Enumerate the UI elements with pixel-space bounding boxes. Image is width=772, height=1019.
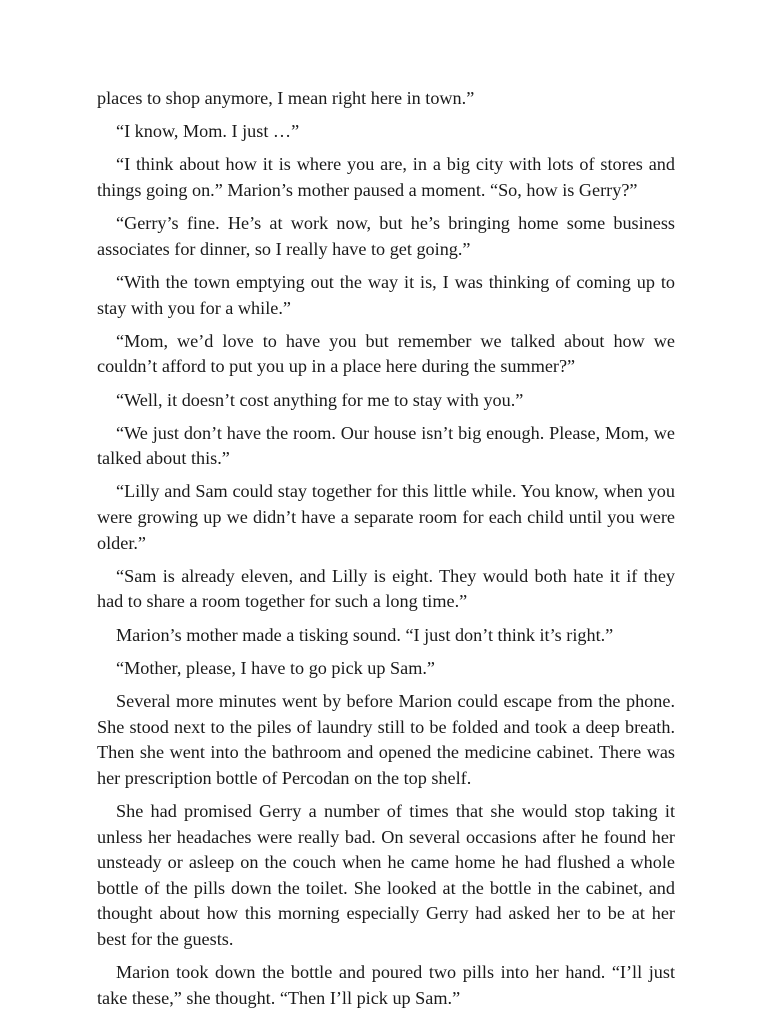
- paragraph: “Well, it doesn’t cost anything for me to stay with you.”: [116, 389, 524, 410]
- paragraph: “I know, Mom. I just …”: [116, 121, 300, 142]
- paragraph: Marion took down the bottle and poured two pills into her hand. “I’ll just take these,” she thought. “Then I’ll pick up Sam.”: [97, 962, 675, 1008]
- book-page-text: [97, 86, 675, 1019]
- paragraph: “We just don’t have the room. Our house isn’t big enough. Please, Mom, we talked about this.”: [97, 422, 675, 469]
- paragraph-continued: places to shop anymore, I mean right here in town.”: [97, 88, 475, 108]
- paragraph: She had promised Gerry a number of times that she would stop taking it unless her headaches were really bad. On several occasions after he found her unsteady or asleep on the couch when he came home he had flushed a whole bottle of the pills down the toilet. She looked at the bottle in the cabinet, and thought about how this morning especially Gerry had asked her to be at her best for the guests.: [97, 800, 675, 949]
- paragraph: Marion’s mother made a tisking sound. “I just don’t think it’s right.”: [116, 624, 614, 645]
- paragraph: “Gerry’s fine. He’s at work now, but he’s bringing home some business associates for dinner, so I really have to get going.”: [97, 213, 675, 259]
- paragraph: “Mom, we’d love to have you but remember we talked about how we couldn’t afford to put you up in a place here during the summer?”: [97, 330, 675, 377]
- paragraph: “Sam is already eleven, and Lilly is eight. They would both hate it if they had to share a room together for such a long time.”: [97, 565, 675, 612]
- paragraph: “I think about how it is where you are, in a big city with lots of stores and things going on.” Marion’s mother paused a moment. “So, how is Gerry?”: [97, 154, 675, 200]
- paragraph: “Mother, please, I have to go pick up Sam.”: [116, 657, 435, 678]
- paragraph: Several more minutes went by before Marion could escape from the phone. She stood next to the piles of laundry still to be folded and took a deep breath. Then she went into the bathroom and opened the medicine cabinet. There was her prescription bottle of Percodan on the top shelf.: [97, 691, 675, 788]
- paragraph: “Lilly and Sam could stay together for this little while. You know, when you were growing up we didn’t have a separate room for each child until you were older.”: [97, 481, 675, 553]
- paragraph: “With the town emptying out the way it is, I was thinking of coming up to stay with you for a while.”: [97, 271, 675, 318]
